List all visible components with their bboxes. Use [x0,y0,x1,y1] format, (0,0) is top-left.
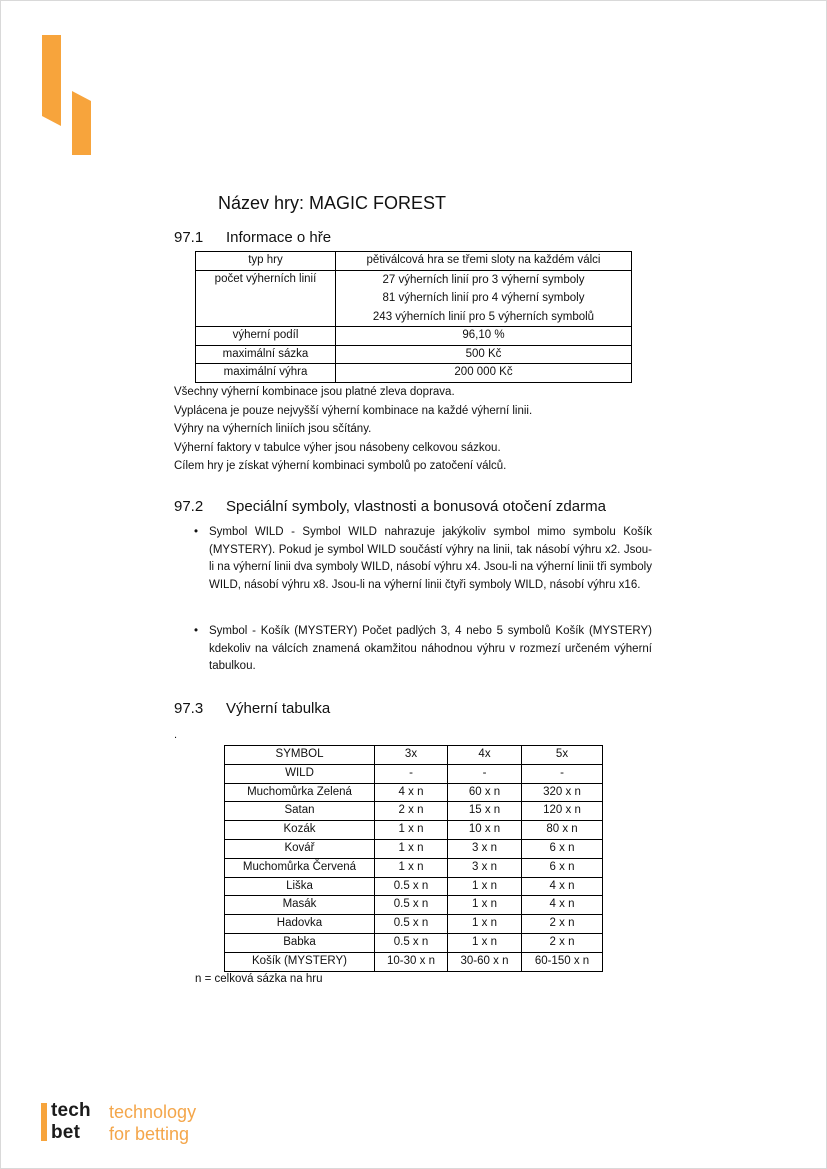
table-row [225,933,603,952]
bullet-mystery: • Symbol - Košík (MYSTERY) Počet padlých 3, 4 nebo 5 symbolů Košík (MYSTERY) kdekoliv na válcích znamená okamžitou náhodnou výhru v rozmezí určeném výherní tabulkou. [194,623,652,676]
table-row [225,821,603,840]
table-row [225,877,603,896]
bullet-wild: • Symbol WILD - Symbol WILD nahrazuje jakýkoliv symbol mimo symbolu Košík (MYSTERY). Pokud je symbol WILD součástí výhry na linii, tak násobí výhru x2. Jsou-li na výherní linii dva symboly WILD, násobí výhru x4. Jsou-li na výherní linii tři symboly WILD, násobí výhru x8. Jsou-li na výherní linii čtyři symboly WILD, násobí výhru x16. [194,524,652,594]
paylines-3: 27 výherních linií pro 3 výherní symboly [382,273,585,286]
section-number: 97.3 [174,700,204,717]
info-label: maximální výhra [196,364,336,383]
payout-cell: 60 x n [448,783,522,802]
game-info-table [195,251,632,383]
symbol-cell: Kozák [225,821,375,840]
brand-slogan [109,1101,196,1145]
techbet-logo-mark-icon [42,35,92,155]
payout-cell: 0.5 x n [375,915,448,934]
brand-line-2: bet [51,1122,81,1143]
payout-cell: 30-60 x n [448,952,522,971]
payout-cell: 1 x n [375,858,448,877]
table-row [225,764,603,783]
info-label: typ hry [196,252,336,271]
note-line: Výhry na výherních liniích jsou sčítány. [174,423,372,435]
note-line: Všechny výherní kombinace jsou platné zleva doprava. [174,386,455,398]
symbol-cell: Liška [225,877,375,896]
brand-line-1: tech [51,1100,91,1121]
stray-dot: . [174,729,178,741]
section-title: Informace o hře [226,229,332,246]
table-row [225,802,603,821]
table-header-row [225,746,603,765]
payout-cell: 15 x n [448,802,522,821]
paytable [224,745,603,972]
symbol-cell: Hadovka [225,915,375,934]
brand-wordmark [51,1100,91,1144]
payout-cell: 3 x n [448,858,522,877]
table-row [196,327,632,346]
table-row [225,915,603,934]
payout-cell: 2 x n [375,802,448,821]
table-row [225,783,603,802]
payout-cell: 0.5 x n [375,933,448,952]
section-number: 97.2 [174,498,204,515]
payout-cell: - [448,764,522,783]
payout-cell: 2 x n [522,915,603,934]
section-heading-97-3 [174,700,330,717]
info-label: výherní podíl [196,327,336,346]
payout-cell: 60-150 x n [522,952,603,971]
info-value [336,270,632,327]
payout-cell: 0.5 x n [375,896,448,915]
note-line: Výherní faktory v tabulce výher jsou násobeny celkovou sázkou. [174,441,501,454]
info-value: pětiválcová hra se třemi sloty na každém válci [336,252,632,271]
payout-cell: 1 x n [375,821,448,840]
special-symbols-list-2 [194,623,652,676]
info-value: 200 000 Kč [336,364,632,383]
payout-cell: 1 x n [448,896,522,915]
payout-cell: 120 x n [522,802,603,821]
slogan-line-2: for betting [109,1124,190,1144]
payout-cell: 10-30 x n [375,952,448,971]
table-row [196,345,632,364]
payout-cell: 1 x n [375,839,448,858]
symbol-cell: Muchomůrka Červená [225,858,375,877]
info-value: 96,10 % [336,327,632,346]
header-cell: SYMBOL [225,746,375,765]
table-row [196,252,632,271]
payout-cell: 1 x n [448,877,522,896]
symbol-cell: Masák [225,896,375,915]
section-heading-97-2 [174,498,606,515]
payout-cell: 1 x n [448,915,522,934]
header-cell: 5x [522,746,603,765]
brand-bar-icon [41,1103,47,1141]
info-label: maximální sázka [196,345,336,364]
payout-cell: 4 x n [375,783,448,802]
special-symbols-list [194,524,652,594]
payout-cell: 320 x n [522,783,603,802]
section-title: Výherní tabulka [226,700,331,717]
symbol-cell: Kovář [225,839,375,858]
table-row [225,896,603,915]
payout-cell: - [375,764,448,783]
payout-cell: 6 x n [522,839,603,858]
table-row [225,839,603,858]
header-cell: 4x [448,746,522,765]
paylines-4: 81 výherních linií pro 4 výherní symboly [382,292,585,304]
table-row [225,858,603,877]
symbol-cell: Muchomůrka Zelená [225,783,375,802]
note-line: Vyplácena je pouze nejvyšší výherní kombinace na každé výherní linii. [174,404,533,417]
note-line: Cílem hry je získat výherní kombinaci symbolů po zatočení válců. [174,460,507,472]
payout-cell: - [522,764,603,783]
symbol-cell: Košík (MYSTERY) [225,952,375,971]
info-label: počet výherních linií [196,270,336,327]
info-value: 500 Kč [336,345,632,364]
payout-cell: 1 x n [448,933,522,952]
payout-cell: 0.5 x n [375,877,448,896]
section-title: Speciální symboly, vlastnosti a bonusová otočení zdarma [226,498,606,515]
slogan-line-1: technology [109,1102,197,1122]
payout-cell: 4 x n [522,877,603,896]
document-title: Název hry: MAGIC FOREST [218,193,447,213]
paylines-5: 243 výherních linií pro 5 výherních symbolů [372,310,595,323]
symbol-cell: WILD [225,764,375,783]
paytable-footnote: n = celková sázka na hru [195,973,323,985]
symbol-cell: Babka [225,933,375,952]
payout-cell: 3 x n [448,839,522,858]
table-row [196,364,632,383]
payout-cell: 10 x n [448,821,522,840]
table-row [225,952,603,971]
payout-cell: 2 x n [522,933,603,952]
payout-cell: 80 x n [522,821,603,840]
payout-cell: 4 x n [522,896,603,915]
payout-cell: 6 x n [522,858,603,877]
section-number: 97.1 [174,229,204,246]
header-cell: 3x [375,746,448,765]
section-heading-97-1 [174,229,331,246]
table-row [196,270,632,327]
rules-notes [174,383,532,476]
symbol-cell: Satan [225,802,375,821]
